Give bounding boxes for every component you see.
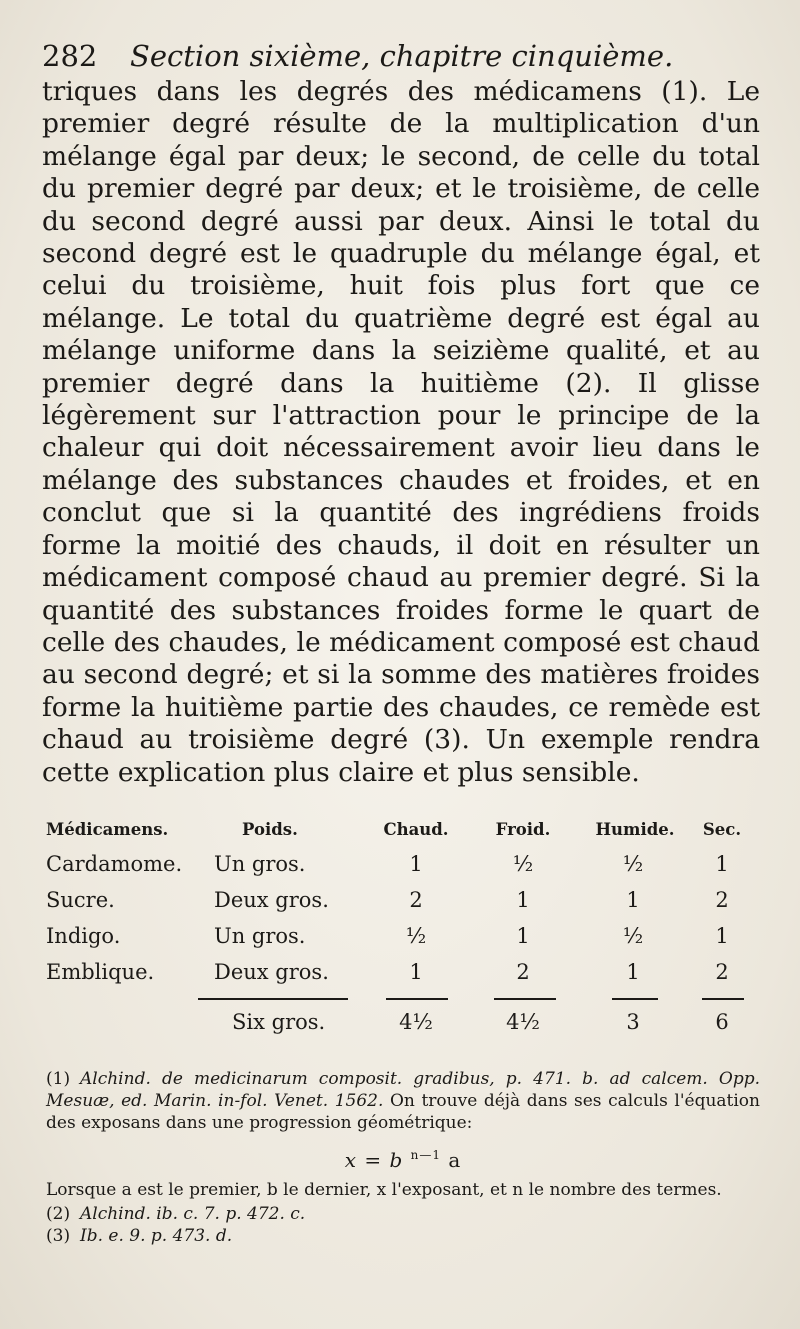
cell-poids: Un gros. [214,924,306,948]
cell-froid: 2 [516,960,530,984]
formula-lhs: x = b [344,1148,404,1172]
cell-humide: ½ [622,852,644,876]
page-number: 282 [42,39,98,73]
table-row [46,958,762,994]
total-poids: Six gros. [232,1010,326,1034]
cell-name: Emblique. [46,960,155,984]
cell-sec: 2 [715,888,729,912]
table-row [46,850,762,886]
cell-poids: Un gros. [214,852,306,876]
footnote-2-reference: Alchind. ib. c. 7. p. 472. c. [80,1204,306,1224]
table-header-row [46,820,762,850]
page-header [42,38,740,74]
cell-poids: Deux gros. [214,888,329,912]
header-sec: Sec. [702,820,742,839]
footnote-3-reference: Ib. e. 9. p. 473. d. [80,1226,233,1246]
footnote-2 [46,1203,760,1225]
formula [46,1144,760,1171]
footnote-3-label: (3) [46,1226,71,1246]
total-froid: 4½ [506,1010,540,1034]
header-humide: Humide. [595,820,675,839]
cell-sec: 1 [715,924,729,948]
cell-name: Sucre. [46,888,115,912]
cell-chaud: 2 [409,888,423,912]
cell-chaud: ½ [405,924,427,948]
footnote-3 [46,1225,760,1247]
cell-humide: ½ [622,924,644,948]
cell-froid: 1 [516,924,530,948]
cell-humide: 1 [626,888,640,912]
body-paragraph: triques dans les degrés des médicamens (1). Le premier degré résulte de la multiplication d'un mélange égal par deux; le second, de celle du total du premier degré par deux; et le troisième, de celle du second degré aussi par deux. Ainsi le total du second degré est le quadruple du mélange égal, et celui du troisième, huit fois plus fort que ce mélange. Le total du quatrième degré est égal au mélange uniforme dans la seizième qualité, et au premier degré dans la huitième (2). Il glisse légèrement sur l'attraction pour le principe de la chaleur qui doit nécessairement avoir lieu dans le mélange des substances chaudes et froides, et en conclut que si la quantité des ingrédiens froids forme la moitié des chauds, il doit en résulter un médicament composé chaud au premier degré. Si la quantité des substances froides forme le quart de celle des chaudes, le médicament composé est chaud au second degré; et si la somme des matières froides forme la huitième partie des chaudes, ce remède est chaud au troisième degré (3). Un exemple rendra cette explication plus claire et plus sensible. [42,76,760,788]
cell-poids: Deux gros. [214,960,329,984]
sum-rule-sec [702,998,744,1000]
footnotes [46,1068,760,1247]
footnote-1-text: On trouve déjà dans ses calculs l'équation des exposans dans une progression géométrique: [46,1091,760,1133]
cell-chaud: 1 [409,852,423,876]
table-row [46,922,762,958]
total-chaud: 4½ [399,1010,433,1034]
table-row [46,886,762,922]
header-chaud: Chaud. [383,820,449,839]
cell-humide: 1 [626,960,640,984]
sum-rule-humide [612,998,658,1000]
footnote-1 [46,1068,760,1134]
sum-rule-froid [494,998,556,1000]
cell-froid: ½ [512,852,534,876]
formula-exponent: n—1 [410,1148,441,1162]
cell-sec: 1 [715,852,729,876]
total-humide: 3 [626,1010,640,1034]
header-medicamens: Médicamens. [46,820,169,839]
running-title: Section sixième, chapitre cinquième. [130,39,674,73]
footnote-1-reference: Alchind. de medicinarum composit. gradibus, p. 471. b. ad calcem. Opp. Mesuæ, ed. Marin. in-fol. Venet. 1562. [46,1069,760,1111]
cell-froid: 1 [516,888,530,912]
header-poids: Poids. [242,820,298,839]
footnote-1-continuation: Lorsque a est le premier, b le dernier, x l'exposant, et n le nombre des termes. [46,1180,722,1200]
sum-rule-chaud [386,998,448,1000]
sum-rule-poids [198,998,348,1000]
sum-rules [46,994,762,1006]
formula-rhs: a [448,1148,462,1172]
footnote-1-label: (1) [46,1069,71,1089]
cell-sec: 2 [715,960,729,984]
header-froid: Froid. [495,820,551,839]
cell-chaud: 1 [409,960,423,984]
cell-name: Indigo. [46,924,121,948]
table-total-row [46,1006,762,1046]
footnote-2-label: (2) [46,1204,71,1224]
cell-name: Cardamome. [46,852,183,876]
medicament-table [46,820,762,1046]
total-sec: 6 [715,1010,729,1034]
